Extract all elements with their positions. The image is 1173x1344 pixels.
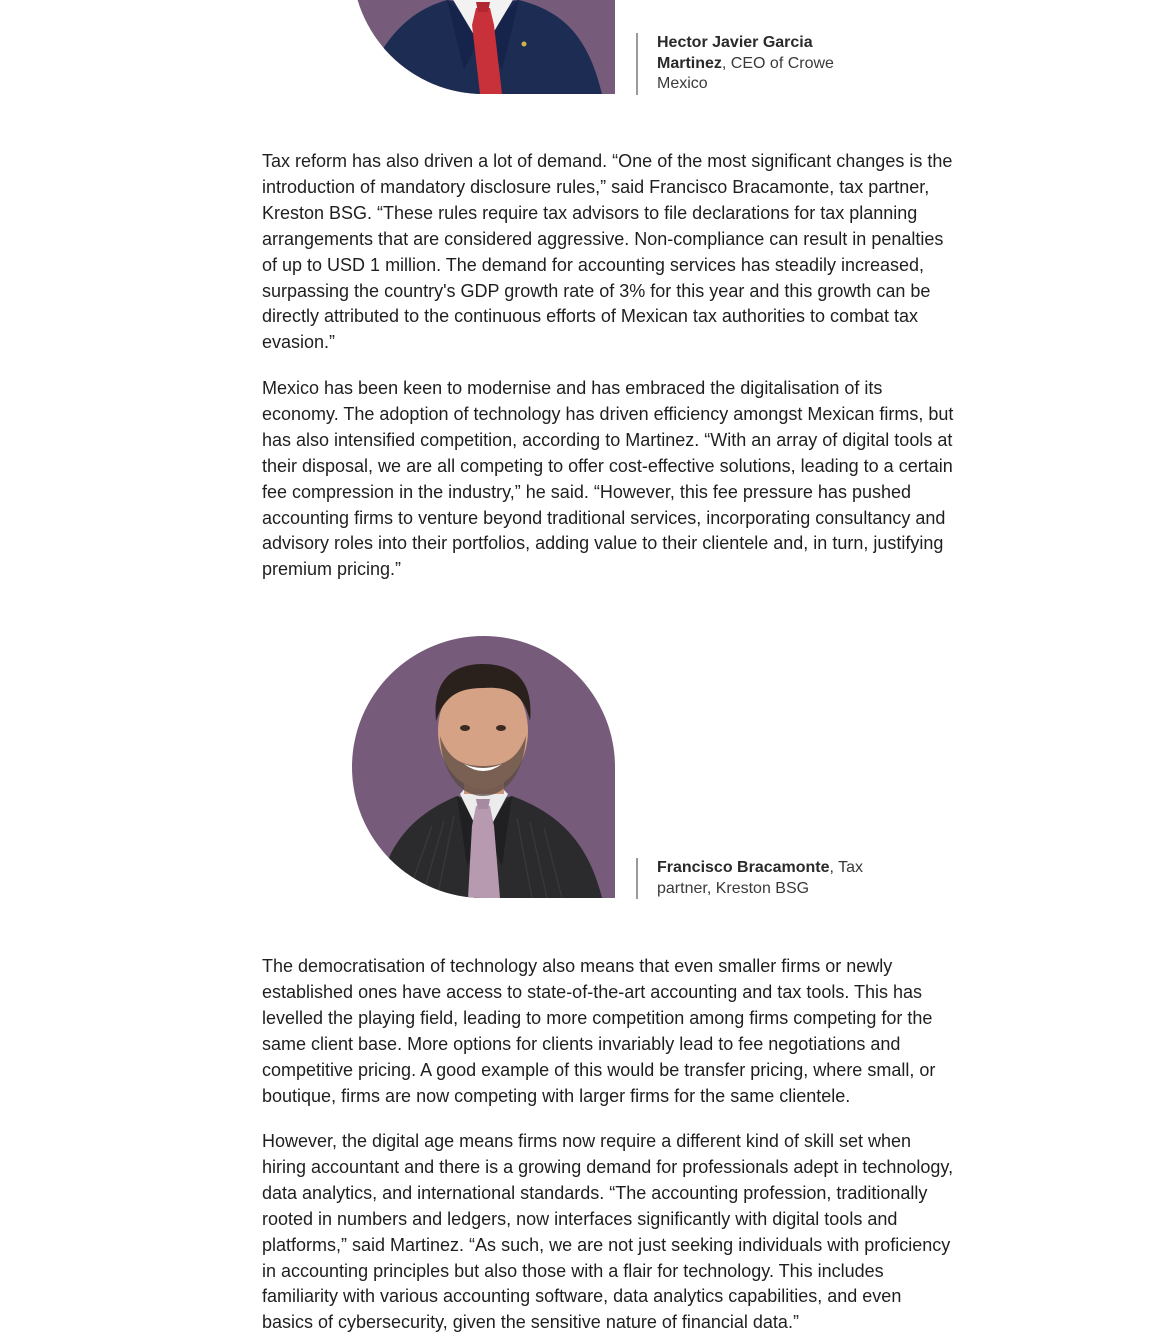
caption-hector-garcia <box>636 33 857 95</box>
profile-role: , Tax partner, Kreston BSG <box>657 859 864 897</box>
article-paragraph: Tax reform has also driven a lot of demand. “One of the most significant changes is the introduction of mandatory disclosure rules,” said Francisco Bracamonte, tax partner, Kreston BSG. “These rules require tax advisors to file declarations for tax planning arrangements that are considered aggressive. Non-compliance can result in penalties of up to USD 1 million. The demand for accounting services has steadily increased, surpassing the country's GDP growth rate of 3% for this year and this growth can be directly attributed to the continuous efforts of Mexican tax authorities to combat tax evasion.” <box>262 151 953 353</box>
article-paragraph: However, the digital age means firms now require a different kind of skill set when hiring accountant and there is a growing demand for professionals adept in technology, data analytics, and international standards. “The accounting profession, traditionally rooted in numbers and ledgers, now interfaces significantly with digital tools and platforms,” said Martinez. “As such, we are not just seeking individuals with proficiency in accounting principles but also those with a flair for technology. This includes familiarity with various accounting software, data analytics capabilities, and even basics of cybersecurity, given the sensitive nature of financial data.” <box>262 1131 954 1333</box>
article-paragraph: The democratisation of technology also means that even smaller firms or newly established ones have access to state-of-the-art accounting and tax tools. This has levelled the playing field, leading to more competition among firms competing for the same client base. More options for clients invariably lead to fee negotiations and competitive pricing. A good example of this would be transfer pricing, where small, or boutique, firms are now competing with larger firms for the same clientele. <box>262 956 936 1106</box>
profile-name: Francisco Bracamonte <box>657 859 830 876</box>
portrait-figure-hector <box>352 0 615 94</box>
caption-francisco-bracamonte <box>636 858 897 899</box>
portrait-figure-francisco <box>352 636 615 898</box>
profile-role: , CEO of Crowe Mexico <box>657 54 834 92</box>
portrait-francisco-bracamonte <box>352 636 615 898</box>
profile-name: Hector Javier Garcia Martinez <box>657 34 813 72</box>
article-paragraph: Mexico has been keen to modernise and has embraced the digitalisation of its economy. The adoption of technology has driven efficiency amongst Mexican firms, but has also intensified competition, according to Martinez. “With an array of digital tools at their disposal, we are all competing to offer cost-effective solutions, leading to a certain fee compression in the industry,” he said. “However, this fee pressure has pushed accounting firms to venture beyond traditional services, incorporating consultancy and advisory roles into their portfolios, adding value to their clientele and, in turn, justifying premium pricing.” <box>262 378 954 580</box>
portrait-hector-garcia <box>352 0 615 94</box>
